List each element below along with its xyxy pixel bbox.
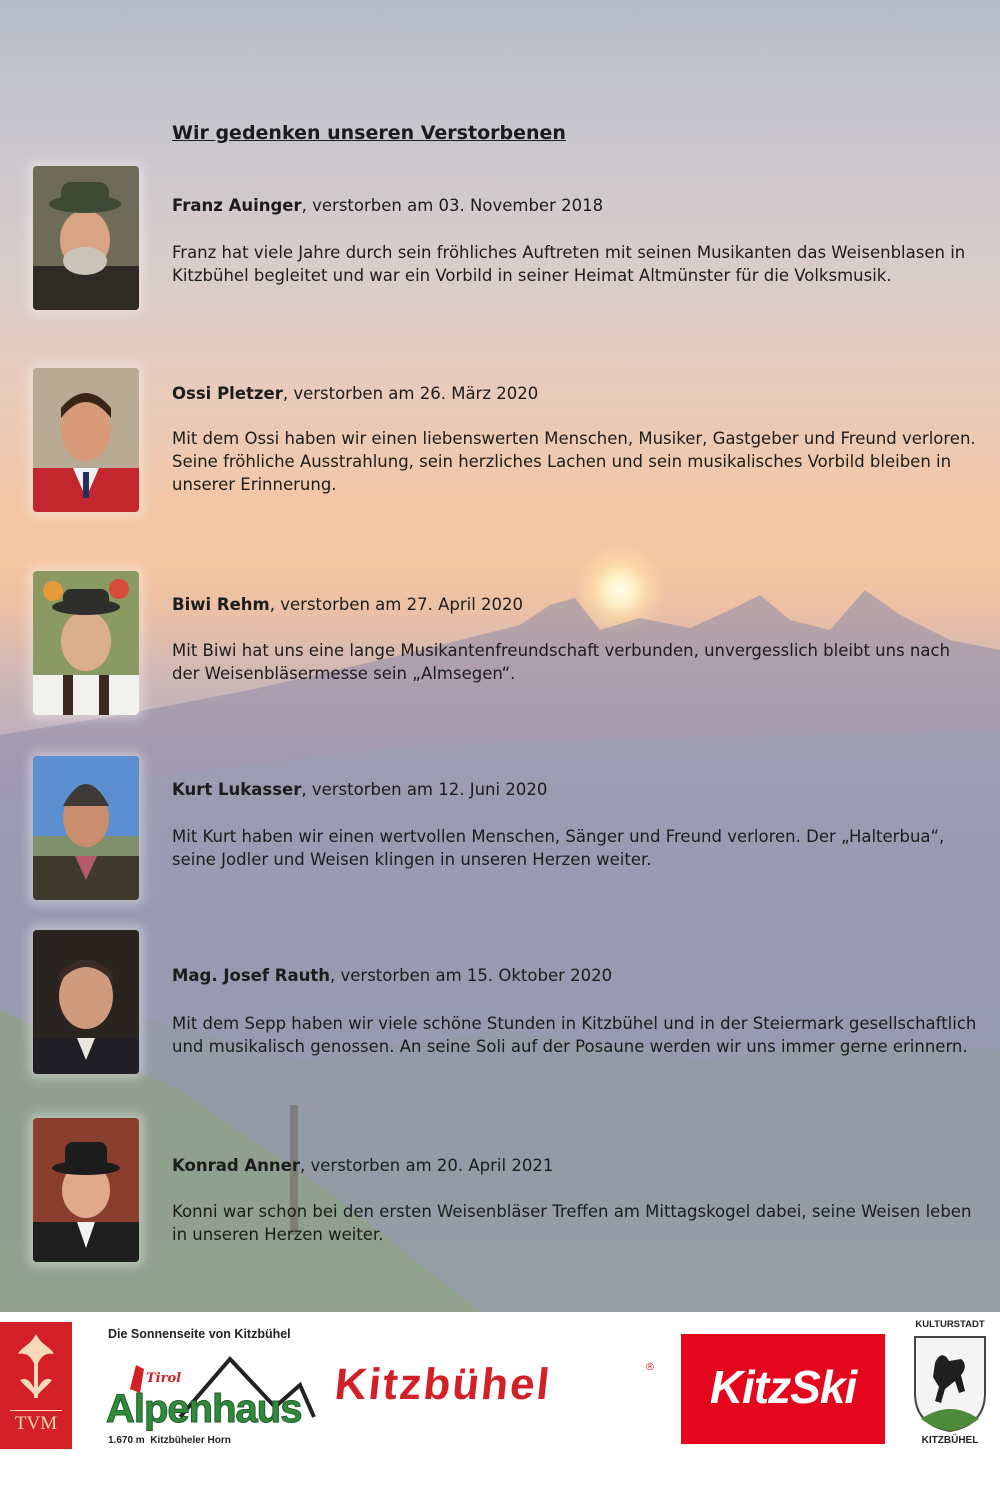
death-date: , verstorben am 03. November 2018 [301, 196, 604, 215]
person-name: Franz Auinger [172, 196, 302, 215]
portrait-photo [33, 166, 139, 310]
kitzbuehel-label: KITZBÜHEL [921, 1435, 979, 1446]
death-date: , verstorben am 15. Oktober 2020 [330, 966, 613, 985]
person-name: Kurt Lukasser [172, 780, 302, 799]
alpenhaus-logo [100, 1327, 320, 1457]
kulturstadt-label: KULTURSTADT [915, 1319, 985, 1330]
chamois-crest-icon [905, 1333, 995, 1433]
portrait-photo [33, 930, 139, 1074]
alpenhaus-tirol-script: Tirol [146, 1371, 182, 1386]
tribute-text: Mit dem Sepp haben wir viele schöne Stunden in Kitzbühel und in der Steiermark gesellschaftlich und musikalisch genossen. An seine Soli auf der Posaune werden wir uns immer gerne erinnern. [172, 1014, 977, 1056]
kitzbuehel-wordmark: Kitzbühel [332, 1360, 554, 1409]
alpenhaus-tagline: Die Sonnenseite von Kitzbühel [108, 1327, 291, 1341]
registered-mark: ® [645, 1362, 655, 1373]
kitzski-wordmark: KitzSki [709, 1361, 857, 1413]
person-name: Mag. Josef Rauth [172, 966, 331, 985]
person-name: Ossi Pletzer [172, 384, 283, 403]
tribute-text: Konni war schon bei den ersten Weisenbläser Treffen am Mittagskogel dabei, seine Weisen leben in unseren Herzen weiter. [172, 1202, 972, 1244]
death-date: , verstorben am 27. April 2020 [269, 595, 524, 614]
death-date: , verstorben am 12. Juni 2020 [301, 780, 548, 799]
portrait-photo [33, 756, 139, 900]
person-name: Biwi Rehm [172, 595, 270, 614]
kitzski-logo [681, 1334, 885, 1444]
kulturstadt-logo [905, 1317, 995, 1451]
person-name: Konrad Anner [172, 1156, 300, 1175]
alpenhaus-subline: 1.670 m Kitzbüheler Horn [108, 1435, 231, 1446]
tribute-text: Mit dem Ossi haben wir einen liebenswerten Menschen, Musiker, Gastgeber und Freund verloren. Seine fröhliche Ausstrahlung, sein herzliches Lachen und sein musikalisches Vorbild bleiben in unserer Erinnerung. [172, 429, 976, 494]
portrait-photo [33, 368, 139, 512]
portrait-photo [33, 1118, 139, 1262]
page-title: Wir gedenken unseren Verstorbenen [172, 122, 566, 144]
tribute-text: Franz hat viele Jahre durch sein fröhliches Auftreten mit seinen Musikanten das Weisenblasen in Kitzbühel begleitet und war ein Vorbild in seiner Heimat Altmünster für die Volksmusik. [172, 243, 966, 285]
death-date: , verstorben am 26. März 2020 [282, 384, 539, 403]
sponsor-footer [0, 1312, 1000, 1501]
tribute-text: Mit Biwi hat uns eine lange Musikantenfreundschaft verbunden, unvergesslich bleibt uns nach der Weisenbläsermesse sein „Almsegen“. [172, 641, 951, 683]
death-date: , verstorben am 20. April 2021 [300, 1156, 554, 1175]
kitzbuehel-logo [332, 1360, 665, 1430]
tvm-text: TVM [14, 1413, 58, 1434]
alpenhaus-wordmark: Alpenhaus [106, 1387, 302, 1431]
tribute-text: Mit Kurt haben wir einen wertvollen Menschen, Sänger und Freund verloren. Der „Halterbua“, seine Jodler und Weisen klingen in unseren Herzen weiter. [172, 827, 945, 869]
portrait-photo [33, 571, 139, 715]
tvm-logo [0, 1322, 72, 1449]
